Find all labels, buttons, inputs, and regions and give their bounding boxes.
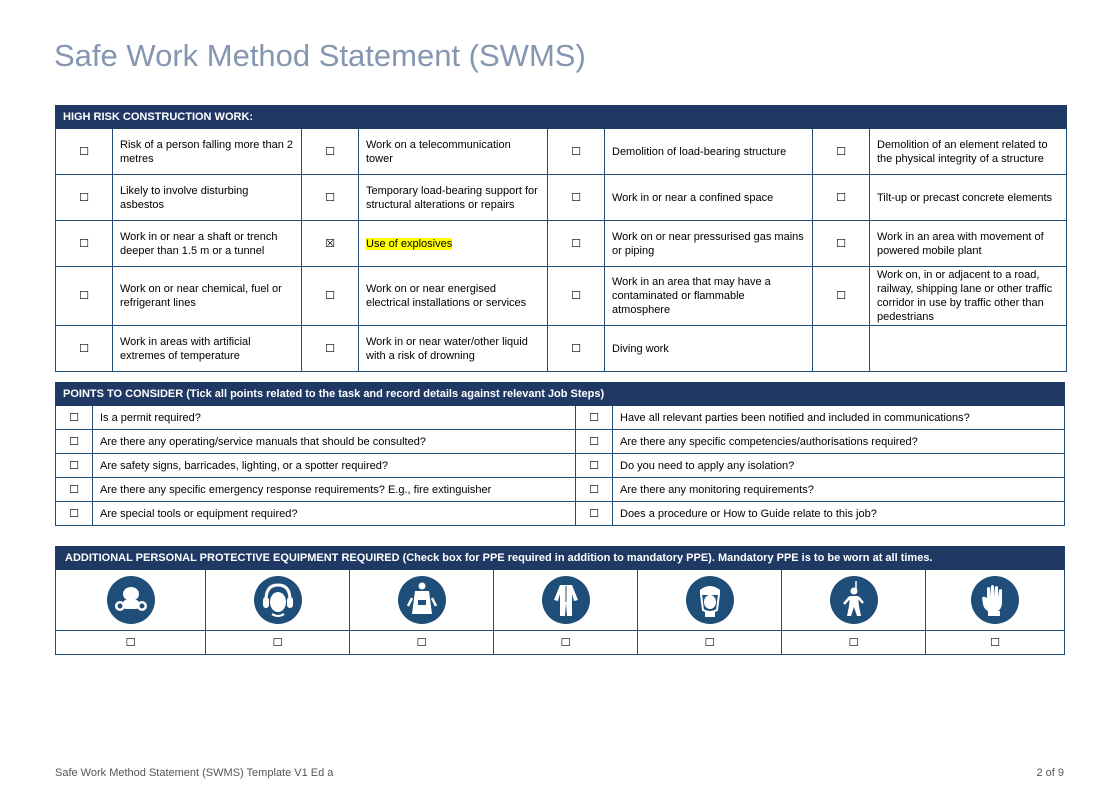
ppe-icon-cell — [494, 570, 638, 631]
checkbox[interactable]: ☐ — [548, 129, 605, 175]
checkbox[interactable]: ☐ — [56, 478, 93, 502]
checkbox[interactable]: ☐ — [56, 502, 93, 526]
ppe-checkbox[interactable]: ☐ — [206, 631, 350, 655]
ppe-icon-cell — [56, 570, 206, 631]
risk-item-label: Demolition of load-bearing structure — [605, 129, 813, 175]
checkbox[interactable]: ☐ — [548, 221, 605, 267]
points-header: POINTS TO CONSIDER (Tick all points related to the task and record details against relevant Job Steps) — [56, 383, 1065, 406]
ppe-checkbox[interactable]: ☐ — [56, 631, 206, 655]
risk-item-label: Work in an area that may have a contaminated or flammable atmosphere — [605, 267, 813, 326]
checkbox[interactable]: ☐ — [576, 406, 613, 430]
checkbox[interactable]: ☐ — [813, 267, 870, 326]
risk-item-label: Work in an area with movement of powered mobile plant — [870, 221, 1067, 267]
point-label: Is a permit required? — [93, 406, 576, 430]
checkbox[interactable]: ☐ — [576, 454, 613, 478]
safety-harness-icon — [830, 576, 878, 624]
checkbox[interactable]: ☐ — [576, 430, 613, 454]
points-to-consider-table — [55, 382, 1065, 526]
risk-item-label: Work on, in or adjacent to a road, railway, shipping lane or other traffic corridor in use by traffic other than pedestrians — [870, 267, 1067, 326]
checkbox[interactable]: ☐ — [302, 175, 359, 221]
ppe-checkbox[interactable]: ☐ — [350, 631, 494, 655]
point-label: Are there any monitoring requirements? — [613, 478, 1065, 502]
point-label: Are safety signs, barricades, lighting, or a spotter required? — [93, 454, 576, 478]
face-shield-icon — [686, 576, 734, 624]
checkbox-checked[interactable]: ☒ — [302, 221, 359, 267]
point-label: Do you need to apply any isolation? — [613, 454, 1065, 478]
risk-item-label: Work in or near a confined space — [605, 175, 813, 221]
empty-cell — [813, 326, 870, 372]
ppe-checkbox[interactable]: ☐ — [638, 631, 782, 655]
checkbox[interactable]: ☐ — [56, 175, 113, 221]
point-label: Have all relevant parties been notified and included in communications? — [613, 406, 1065, 430]
risk-item-label: Likely to involve disturbing asbestos — [113, 175, 302, 221]
checkbox[interactable]: ☐ — [576, 478, 613, 502]
point-label: Are there any specific emergency response requirements? E.g., fire extinguisher — [93, 478, 576, 502]
checkbox[interactable]: ☐ — [56, 326, 113, 372]
checkbox[interactable]: ☐ — [548, 267, 605, 326]
hearing-protection-icon — [254, 576, 302, 624]
ppe-icon-cell — [638, 570, 782, 631]
risk-item-label: Work in or near a shaft or trench deeper than 1.5 m or a tunnel — [113, 221, 302, 267]
ppe-table — [55, 546, 1065, 655]
checkbox[interactable]: ☐ — [813, 129, 870, 175]
gloves-icon — [971, 576, 1019, 624]
risk-item-label: Work on or near energised electrical installations or services — [359, 267, 548, 326]
ppe-icon-cell — [206, 570, 350, 631]
high-risk-table — [55, 105, 1067, 372]
risk-item-label: Diving work — [605, 326, 813, 372]
high-risk-header: HIGH RISK CONSTRUCTION WORK: — [56, 106, 1067, 129]
footer-page-number: 2 of 9 — [1036, 767, 1064, 779]
ppe-header: ADDITIONAL PERSONAL PROTECTIVE EQUIPMENT REQUIRED (Check box for PPE required in addition to mandatory PPE). Mandatory PPE is to be worn at all times. — [56, 547, 1065, 570]
empty-cell — [870, 326, 1067, 372]
risk-item-label: Work in or near water/other liquid with a risk of drowning — [359, 326, 548, 372]
point-label: Are special tools or equipment required? — [93, 502, 576, 526]
risk-item-label: Demolition of an element related to the physical integrity of a structure — [870, 129, 1067, 175]
risk-item-label — [359, 221, 548, 267]
checkbox[interactable]: ☐ — [302, 129, 359, 175]
page-title: Safe Work Method Statement (SWMS) — [54, 38, 586, 73]
ppe-icon-cell — [350, 570, 494, 631]
checkbox[interactable]: ☐ — [548, 326, 605, 372]
apron-icon — [398, 576, 446, 624]
footer-document-name: Safe Work Method Statement (SWMS) Template V1 Ed a — [55, 767, 334, 779]
point-label: Are there any specific competencies/authorisations required? — [613, 430, 1065, 454]
checkbox[interactable]: ☐ — [56, 267, 113, 326]
respirator-icon — [107, 576, 155, 624]
risk-item-label: Work on a telecommunication tower — [359, 129, 548, 175]
checkbox[interactable]: ☐ — [548, 175, 605, 221]
risk-item-label: Tilt-up or precast concrete elements — [870, 175, 1067, 221]
risk-item-label: Temporary load-bearing support for structural alterations or repairs — [359, 175, 548, 221]
ppe-checkbox[interactable]: ☐ — [494, 631, 638, 655]
checkbox[interactable]: ☐ — [302, 326, 359, 372]
checkbox[interactable]: ☐ — [302, 267, 359, 326]
ppe-icon-cell — [926, 570, 1065, 631]
risk-item-label: Risk of a person falling more than 2 metres — [113, 129, 302, 175]
highlighted-text: Use of explosives — [366, 237, 453, 250]
checkbox[interactable]: ☐ — [56, 221, 113, 267]
risk-item-label: Work on or near chemical, fuel or refrigerant lines — [113, 267, 302, 326]
ppe-checkbox[interactable]: ☐ — [782, 631, 926, 655]
checkbox[interactable]: ☐ — [56, 454, 93, 478]
checkbox[interactable]: ☐ — [813, 221, 870, 267]
risk-item-label: Work in areas with artificial extremes of temperature — [113, 326, 302, 372]
point-label: Are there any operating/service manuals that should be consulted? — [93, 430, 576, 454]
point-label: Does a procedure or How to Guide relate to this job? — [613, 502, 1065, 526]
ppe-icon-cell — [782, 570, 926, 631]
ppe-checkbox[interactable]: ☐ — [926, 631, 1065, 655]
checkbox[interactable]: ☐ — [813, 175, 870, 221]
coveralls-icon — [542, 576, 590, 624]
checkbox[interactable]: ☐ — [56, 129, 113, 175]
checkbox[interactable]: ☐ — [576, 502, 613, 526]
checkbox[interactable]: ☐ — [56, 406, 93, 430]
checkbox[interactable]: ☐ — [56, 430, 93, 454]
risk-item-label: Work on or near pressurised gas mains or piping — [605, 221, 813, 267]
